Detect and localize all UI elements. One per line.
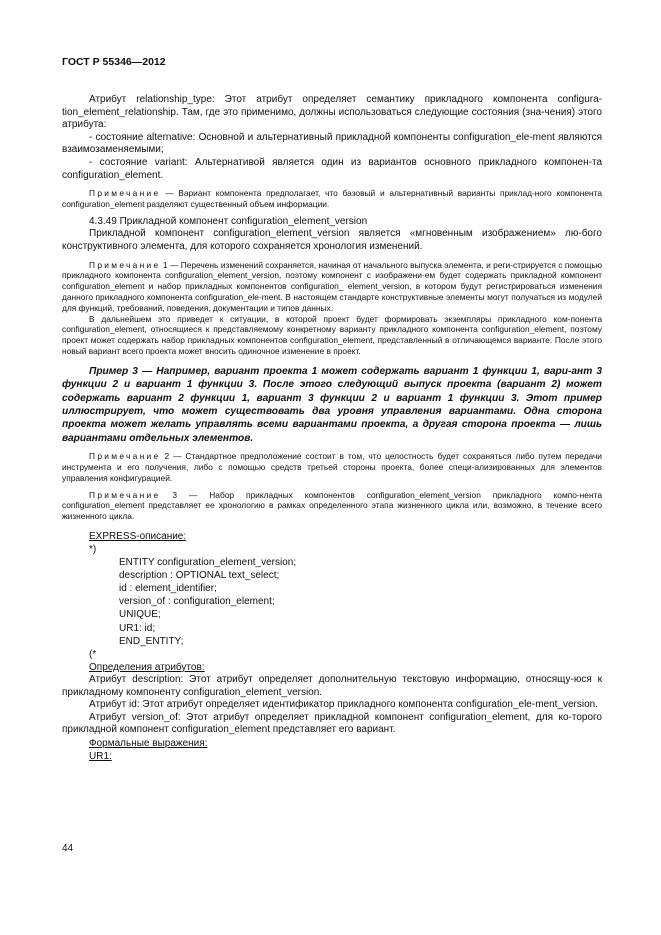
section-title: 4.3.49 Прикладной компонент configuration_element_version	[89, 215, 368, 227]
document-page	[62, 56, 602, 763]
note-component-variant	[62, 188, 602, 210]
bullet-alternative: - состояние alternative: Основной и альтернативный прикладной компоненты configuration_ele-ment являются взаимозаменяемыми;	[62, 131, 602, 156]
note-2	[62, 451, 602, 483]
section-intro: Прикладной компонент configuration_element_version является «мгновенным изображением» лю-бого конструктивного элемента, для которого сохраняется хронология изменений.	[62, 228, 602, 252]
express-block	[62, 530, 602, 674]
code-close: (*	[89, 648, 97, 660]
code-line: END_ENTITY;	[119, 635, 184, 647]
code-line: ENTITY configuration_element_version;	[119, 557, 297, 569]
express-heading: EXPRESS-описание:	[89, 530, 187, 542]
note-label: Примечание	[89, 259, 161, 270]
attribute-heading: Определения атрибутов:	[89, 661, 205, 673]
code-line: id : element_identifier;	[119, 583, 217, 595]
note-text: 2 — Стандартное предположение состоит в том, что целостность будет сохраняться либо путем передачи инструмента и его получения, либо с помощью средств третьей стороны проекта, более специ-ализированных для элементов управления конфигурацией.	[62, 451, 602, 483]
paragraph-relationship-type: Атрибут relationship_type: Этот атрибут определяет семантику прикладного компонента configura-tion_element_relationship. Там, где это применимо, должны использоваться следующие состояния (зна-чения) этого атрибута:	[62, 94, 602, 131]
ur1-label: UR1:	[89, 751, 112, 763]
formal-heading: Формальные выражения:	[89, 737, 208, 749]
code-line: description : OPTIONAL text_select;	[119, 570, 280, 582]
note-label: Примечание	[89, 451, 161, 462]
code-line: version_of : configuration_element;	[119, 596, 275, 608]
note-1-continuation: В дальнейшем это приведет к ситуации, в которой проект будет формировать экземпляры прикладного ком-понента configuration_element, относящиеся к представляемому конкретному варианту прикладного компонента configuration_element, поэтому проект может содержать набор прикладных компонентов configuration_element, представленный в отличающемся варианте. После этого новый вариант всего проекта может вносить одиночное изменение в проект.	[62, 313, 602, 356]
document-header: ГОСТ Р 55346—2012	[62, 56, 166, 68]
example-3: Пример 3 — Например, вариант проекта 1 может содержать вариант 1 функции 1, вари-ант 3 функции 2 и вариант 1 функции 3. После этого следующий выпуск проекта (вариант 2) может содержать вариант 2 функции 1, вариант 3 функции 2 и вариант 1 функции 3. Этот пример иллюстрирует, что может существовать два уровня управления вариантами. Одна сторона проекта может желать управлять всеми вариантами проекта, а другая сторона проекта — лишь вариантами отдельных элементов.	[62, 365, 602, 444]
page-number: 44	[62, 843, 74, 854]
attribute-id: Атрибут id: Этот атрибут определяет идентификатор прикладного компонента configuration_ele-ment_version.	[89, 699, 598, 711]
attribute-version-of: Атрибут version_of: Этот атрибут определяет прикладной компонент configuration_element, для ко-торого прикладной компонент configuration_element представляет его вариант.	[62, 711, 602, 736]
formal-block	[62, 737, 602, 763]
note-text: — Вариант компонента предполагает, что базовый и альтернативный варианты приклад-ного компонента configuration_element разделяют существенный объем информации.	[62, 188, 602, 209]
note-label: Примечание	[89, 489, 161, 500]
code-line: UNIQUE;	[119, 609, 161, 621]
attribute-description: Атрибут description: Этот атрибут определяет дополнительную текстовую информацию, относящу-юся к прикладному компоненту configuration_element_version.	[62, 673, 602, 698]
code-open: *)	[89, 544, 97, 556]
note-text: 3 — Набор прикладных компонентов configuration_element_version прикладного компо-нента configuration_element представляет ее хронологию в рамках определенного этапа жизненного цикла или, возможно, в течение всего жизненного цикла.	[62, 489, 602, 522]
bullet-variant: - состояние variant: Альтернативой является один из вариантов основного прикладного компонен-та configuration_element.	[62, 156, 602, 181]
code-line: UR1: id;	[119, 622, 156, 634]
note-label: Примечание	[89, 188, 161, 199]
note-3	[62, 490, 602, 522]
note-text: 1 — Перечень изменений сохраняется, начиная от начального выпуска элемента, и реги-стрируется с помощью прикладного компонента configuration_element_version, поэтому компонент с изображени-ем будет содержать прикладной компонент configuration_element и набор прикладных компонентов configuration_ element_version, в котором будут регистрироваться изменения данного прикладного компонента configuration_ele-ment. В настоящем стандарте конструктивные элементы могут получаться из модулей для функций, требований, поведения, документации и типов данных.	[62, 259, 602, 313]
note-1	[62, 260, 602, 314]
